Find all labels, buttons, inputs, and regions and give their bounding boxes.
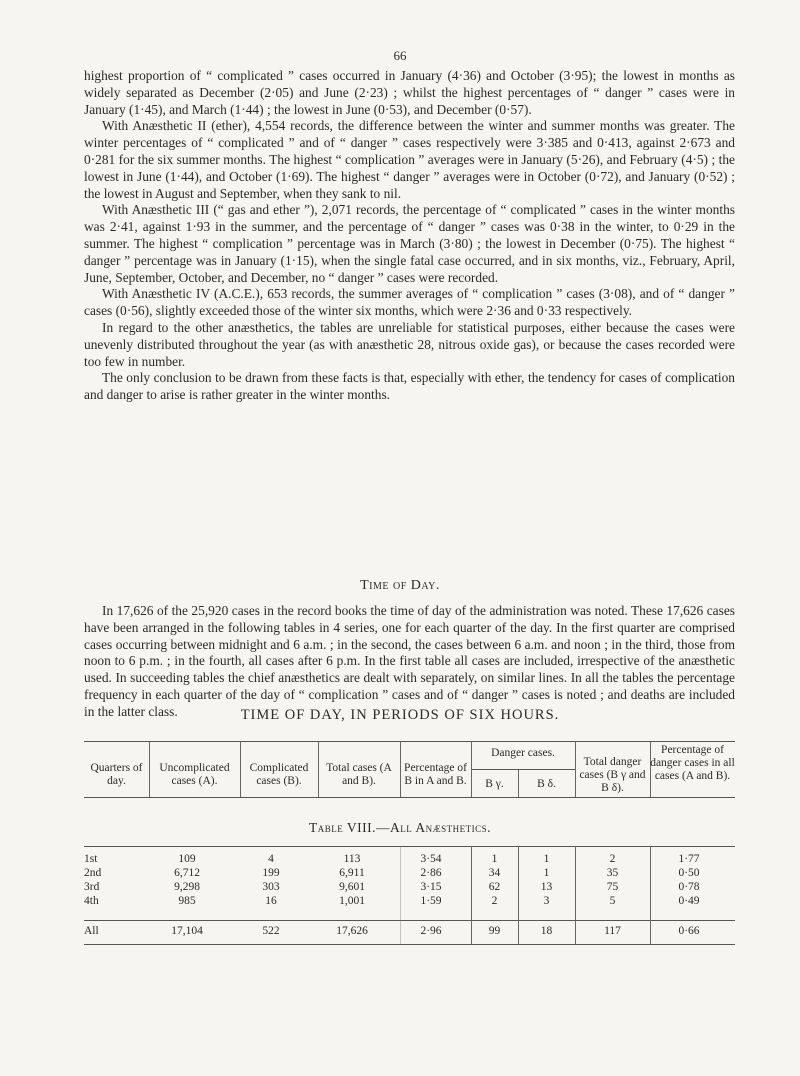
table-cell: 0·78 bbox=[678, 881, 700, 893]
table-cell: 1·77 bbox=[678, 853, 700, 865]
paragraph: In 17,626 of the 25,920 cases in the record books the time of day of the administration was noted. These 17,626 cases have been arranged in the following tables in 4 series, one for each quarter of the day. In the first quarter are comprised cases occurring between midnight and 6 a.m. ; in the second, the cases between 6 a.m. and noon ; in the third, those from noon to 6 p.m. ; in the fourth, all cases after 6 p.m. In the first table all cases are included, irrespective of the anæsthetic used. In succeeding tables the chief anæsthetics are dealt with separately, on similar lines. In all the tables the percentage frequency in each quarter of the day of “ complication ” cases and of “ danger ” cases is noted ; and deaths are included in the latter class. bbox=[84, 603, 735, 719]
danger-sub-rule bbox=[471, 769, 575, 770]
paragraph: With Anæsthetic II (ether), 4,554 records, the difference between the winter and summer months was greater. The winter percentages of “ complicated ” and of “ danger ” cases respectively were 3·385 and 0·413, against 2·673 and 0·281 for the six summer months. The highest “ complication ” averages were in January (5·26), and February (4·5) ; the lowest in June (1·44), and October (1·69). The highest “ danger ” averages were in October (0·72), and January (0·52) ; the lowest in August and September, when they sank to nil. bbox=[84, 118, 735, 201]
total-cell: All bbox=[84, 925, 99, 937]
table-cell: 35 bbox=[606, 867, 619, 879]
table-cell: 1 bbox=[491, 853, 498, 865]
table-cell: 9,298 bbox=[174, 881, 200, 893]
table-cell: 5 bbox=[609, 895, 616, 907]
total-cell: 18 bbox=[540, 925, 553, 937]
header-percentage: Percentage of B in A and B. bbox=[404, 762, 467, 787]
table-cell: 109 bbox=[178, 853, 196, 865]
header-danger: Danger cases. bbox=[491, 747, 555, 759]
header-bottom-rule bbox=[84, 797, 735, 798]
paragraph: In regard to the other anæsthetics, the tables are unreliable for statistical purposes, either because the cases were unevenly distributed throughout the year (as with anæsthetic 28, nitrous oxide gas), or because the cases recorded were too few in number. bbox=[84, 319, 735, 369]
table-subtitle: Table VIII.—All Anæsthetics. bbox=[309, 820, 491, 835]
total-cell: 2·96 bbox=[420, 925, 442, 937]
total-cell: 0·66 bbox=[678, 925, 700, 937]
table-cell: 2 bbox=[491, 895, 498, 907]
table-cell: 4 bbox=[268, 853, 274, 865]
total-cell: 522 bbox=[262, 925, 280, 937]
header-b-delta: B δ. bbox=[537, 778, 556, 790]
table-title: TIME OF DAY, IN PERIODS OF SIX HOURS. bbox=[240, 707, 560, 723]
table-cell: 62 bbox=[488, 881, 501, 893]
table-cell: 16 bbox=[265, 895, 277, 907]
table-cell: 1·59 bbox=[420, 895, 442, 907]
table-cell: 3 bbox=[543, 895, 550, 907]
table-cell: 2 bbox=[609, 853, 616, 865]
table-bottom-rule bbox=[84, 944, 735, 945]
table-cell: 3·15 bbox=[420, 881, 442, 893]
header-uncomplicated: Uncomplicated cases (A). bbox=[159, 762, 230, 787]
table-cell: 3rd bbox=[84, 881, 100, 893]
paragraph: With Anæsthetic IV (A.C.E.), 653 records, the summer averages of “ complication ” cases (3·08), and of “ danger ” cases (0·56), slightly exceeded those of the winter six months, which were 2·36 and 0·33 respectively. bbox=[84, 286, 735, 319]
header-total: Total cases (A and B). bbox=[326, 762, 392, 787]
table-cell: 1,001 bbox=[339, 895, 365, 907]
body-top-rule bbox=[84, 846, 735, 847]
total-cell: 17,626 bbox=[336, 925, 368, 937]
header-total-danger: Total danger cases (B γ and B δ). bbox=[579, 756, 646, 794]
table-cell: 1 bbox=[543, 867, 550, 879]
table-cell: 75 bbox=[606, 881, 619, 893]
table-top-rule bbox=[84, 741, 735, 742]
table-cell: 34 bbox=[488, 867, 501, 879]
total-rule bbox=[84, 920, 735, 921]
table-cell: 6,911 bbox=[339, 867, 365, 879]
header-pct-danger: Percentage of danger cases in all cases (A and B). bbox=[650, 744, 735, 782]
table-cell: 0·49 bbox=[678, 895, 700, 907]
table-cell: 1st bbox=[84, 853, 98, 865]
table-cell: 2·86 bbox=[420, 867, 442, 879]
header-quarters: Quarters of day. bbox=[90, 762, 143, 787]
table-cell: 4th bbox=[84, 895, 99, 907]
paragraph: With Anæsthetic III (“ gas and ether ”), 2,071 records, the percentage of “ complicated ” cases in the winter months was 2·41, against 1·93 in the summer, and the percentage of “ danger ” cases was 0·38 in the winter, to 0·29 in the summer. The highest “ complication ” percentage was in March (3·80) ; the lowest in December (0·75). The highest “ danger ” percentage was in January (1·15), when the single fatal case occurred, and in six months, viz., February, April, June, September, October, and December, no “ danger ” cases were recorded. bbox=[84, 202, 735, 285]
header-complicated: Complicated cases (B). bbox=[249, 762, 309, 787]
table-cell: 1 bbox=[543, 853, 550, 865]
table-cell: 6,712 bbox=[174, 867, 200, 879]
table-cell: 985 bbox=[178, 895, 196, 907]
table-cell: 13 bbox=[540, 881, 553, 893]
table-cell: 199 bbox=[262, 867, 280, 879]
total-cell: 17,104 bbox=[171, 925, 203, 937]
table-cell: 3·54 bbox=[420, 853, 442, 865]
header-b-gamma: B γ. bbox=[485, 778, 504, 790]
table-cell: 303 bbox=[262, 881, 280, 893]
table-cell: 2nd bbox=[84, 867, 102, 879]
table-cell: 9,601 bbox=[339, 881, 365, 893]
table-cell: 0·50 bbox=[678, 867, 700, 879]
paragraph: highest proportion of “ complicated ” cases occurred in January (4·36) and October (3·95); the lowest in months as widely separated as December (2·05) and June (2·23) ; whilst the highest percentages of “ danger ” cases were in January (1·45), and March (1·44) ; the lowest in June (0·53), and December (0·57). bbox=[84, 68, 735, 117]
total-cell: 99 bbox=[488, 925, 501, 937]
section-heading: Time of Day. bbox=[360, 578, 440, 593]
section-text bbox=[84, 603, 735, 721]
body-text bbox=[84, 68, 735, 404]
paragraph: The only conclusion to be drawn from these facts is that, especially with ether, the tendency for cases of complication and danger to arise is rather greater in the winter months. bbox=[84, 370, 735, 403]
table-cell: 113 bbox=[343, 853, 361, 865]
total-cell: 117 bbox=[604, 925, 621, 937]
page-number: 66 bbox=[393, 48, 407, 63]
